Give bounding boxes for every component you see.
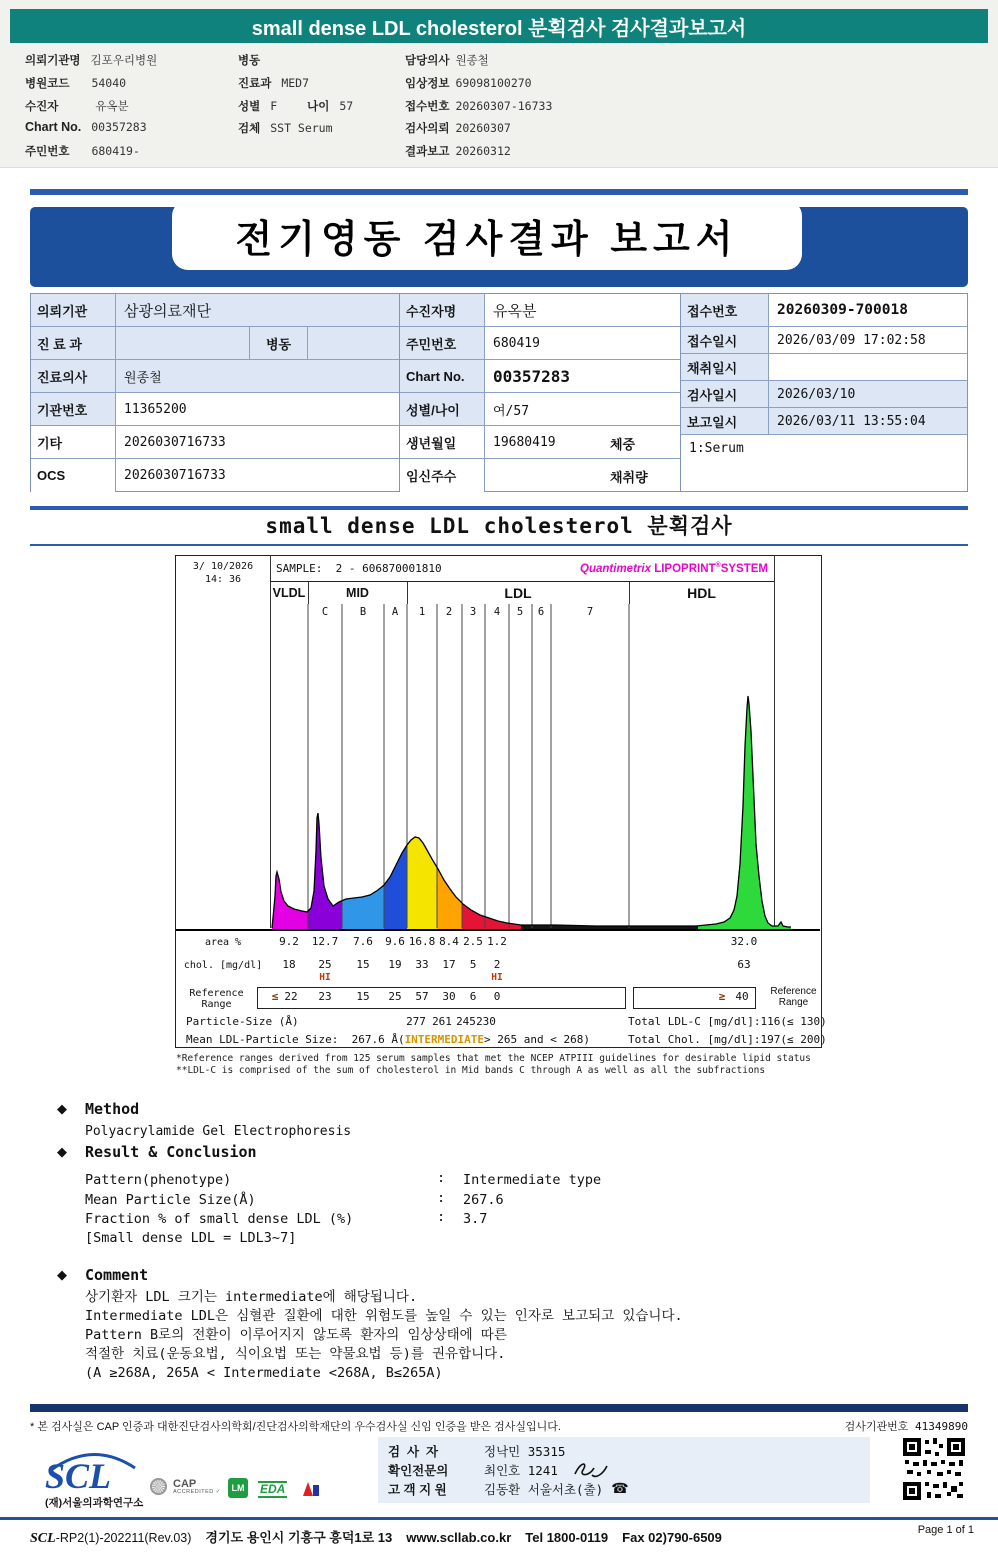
- table-row: 기타 2026030716733: [31, 426, 399, 459]
- field-order-date: 검사의뢰 20260307: [405, 121, 511, 135]
- comment-heading: Comment: [85, 1266, 149, 1284]
- cap-check-icon: ✓: [215, 1488, 221, 1495]
- field-patient: 수진자 유옥분: [25, 99, 129, 113]
- table-row: 수진자명 유옥분: [400, 294, 680, 327]
- top-header: [0, 0, 998, 168]
- report-title-bar: [10, 9, 988, 43]
- lab-tel: Tel 1800-0119: [525, 1530, 609, 1545]
- subband-5: 5: [516, 606, 524, 618]
- field-doctor: 담당의사 원종철: [405, 53, 489, 67]
- lipoprint-brand: Quantimetrix LIPOPRINT®SYSTEM: [580, 562, 768, 575]
- area-row-label: area %: [204, 937, 242, 948]
- sample-value: 2 - 606870001810: [335, 562, 442, 575]
- lab-report-page: small dense LDL cholesterol 분획검사 검사결과보고서 의뢰기관명 김포우리병원 병원코드 54040 수진자 유옥분 Chart No. 00357283 주민번호 680419- 병동 진료과 MED7 성별 F 나이 57 검체 SST Serum 담당의사 원종철 임상정보 69098100270 접수번호 20260307-16733 검사의뢰 20260307 결과보고 20260312 전기영동 검사결과 보고서 의뢰기관 삼광의료재단 진 료 과 병동 진료의사 원종철 기관번호 11365200 기타 2026030716733 OCS 2026030716733 수진자명 유옥분 주민번호 680419 Chart No. 00357283 성별/나이 여/57 생년월일 19680419 체중 임신주수 채취량 접수번호 20260309-700018 접수일시 2026/03/09 17:02:58 채취일시 검사일시 2026/03/10 보고일시 2026/03/11 13:55:04 1:Serum small dense LDL cholesterol 분획검사 3/ 10/2026 14: 36 SAMPLE: 2 - 606870001810 Quantimetrix LIPOPRINT®SYSTEM VLDL MID LDL HDL C B A 1 2 3 4 5 6 7 area % 9.2 12.7 7.6 9.6 16.8 8.4 2.5 1.2 32.0 chol. [mg/dl] 18 25 HI 15 19 33 17 5 2 HI 63 Reference Range ≤ 22 23 15 25 57 30 6 0 ≥ 40 Reference Range Particle-Size (Å) 277 261 245 230 Total LDL-C [mg/dl]: 116 (≤ 130) Mean LDL-Particle Size: 267.6 Å(INTERMEDIATE> 265 and < 268) Total Chol. [mg/dl]: 197 (≤ 200) *Reference ranges derived from 125 serum samples that met the NCEP ATPIII guidelines for desirable lipid status **LDL-C is comprised of the sum of cholesterol in Mid bands C through A as well as all the subfractions ◆ Method Polyacrylamide Gel Electrophoresis ◆ Result & Conclusion Pattern(phenotype) : Intermediate type Mean Particle Size(Å) : 267.6 Fraction % of small dense LDL (%) : 3.7 [Small dense LDL = LDL3~7] ◆ Comment 상기환자 LDL 크기는 intermediate에 해당됩니다. Intermediate LDL은 심혈관 질환에 대한 위험도를 높일 수 있는 인자로 보고되고 있습니다. Pattern B로의 전환이 이루어지지 않도록 환자의 임상상태에 따른 적절한 치료(운동요법, 식이요법 또는 약물요법 등)를 권유합니다. (A ≥268A, 265A < Intermediate <268A, B≤265A) * 본 검사실은 CAP 인증과 대한진단검사의학회/진단검사의학재단의 우수검사실 신임 인증을 받은 검사실입니다. 검사기관번호 41349890 SCL (재)서울의과학연구소 CAP ACCREDITED ✓ LM EDA 검 사 자 정낙민 35315 확인전문의 최인호 1241 고 객 지 원 김동환 서울서초(출) ☎ SCL-RP2(1)-202211(Rev.03) 경기도 용인시 기흥구 흥덕1로 13 www.scllab.co.kr Tel 1800-0119 Fax 02)790-6509 Page 1 of 1: [0, 0, 998, 1564]
- mean-particle-line: Mean LDL-Particle Size: 267.6 Å(INTERMEDIATE> 265 and < 268): [186, 1033, 591, 1046]
- hi-flag: HI: [491, 972, 503, 983]
- cap-seal-icon: [150, 1478, 167, 1495]
- electrophoresis-curve: [176, 604, 823, 930]
- lab-website: www.scllab.co.kr: [406, 1530, 512, 1545]
- subband-6: 6: [537, 606, 545, 618]
- field-sex-age: 성별 F 나이 57: [238, 99, 354, 113]
- band-label-hdl: HDL: [687, 585, 716, 601]
- method-body: Polyacrylamide Gel Electrophoresis: [85, 1124, 352, 1139]
- ref-row-label: Reference Range: [189, 988, 244, 1010]
- result-heading: Result & Conclusion: [85, 1143, 257, 1161]
- scl-logo: SCL (재)서울의과학연구소: [45, 1448, 143, 1510]
- table-row: 보고일시 2026/03/11 13:55:04: [681, 408, 967, 435]
- divider-line-top: [30, 189, 968, 195]
- staff-row-tester: 검 사 자 정낙민 35315: [388, 1443, 566, 1459]
- subband-1: 1: [418, 606, 426, 618]
- subband-2: 2: [445, 606, 453, 618]
- staff-row-specialist: 확인전문의 최인호 1241: [388, 1460, 860, 1479]
- chol-row-label: chol. [mg/dl]: [183, 960, 263, 971]
- total-chol-line: Total Chol. [mg/dl]: 197 (≤ 200): [628, 1033, 827, 1046]
- band-separator: [407, 582, 408, 604]
- lab-org-number: 검사기관번호 41349890: [844, 1420, 968, 1433]
- qr-code: [901, 1436, 967, 1502]
- chart-datetime: 3/ 10/2026 14: 36: [192, 561, 254, 585]
- cert-statement: * 본 검사실은 CAP 인증과 대한진단검사의학회/진단검사의학재단의 우수검사실 신임 인증을 받은 검사실입니다.: [30, 1421, 561, 1433]
- phone-icon: ☎: [611, 1480, 629, 1496]
- report-title: small dense LDL cholesterol 분획검사 검사결과보고서: [251, 17, 747, 40]
- bottom-info-line: SCL-RP2(1)-202211(Rev.03) 경기도 용인시 기흥구 흥덕1로 13 www.scllab.co.kr Tel 1800-0119 Fax 02)790-6509: [30, 1527, 722, 1547]
- banner-title: 전기영동 검사결과 보고서: [235, 218, 739, 261]
- table-row: 성별/나이 여/57: [400, 393, 680, 426]
- staff-box: [378, 1437, 870, 1503]
- band-label-vldl: VLDL: [272, 586, 306, 600]
- field-chart-no: Chart No. 00357283: [25, 120, 147, 134]
- field-accession-no: 접수번호 20260307-16733: [405, 99, 553, 113]
- field-clinical-info: 임상정보 69098100270: [405, 76, 532, 90]
- band-separator: [629, 582, 630, 604]
- chart-footnotes: *Reference ranges derived from 125 serum samples that met the NCEP ATPIII guidelines for desirable lipid status **LDL-C is comprised of the sum of cholesterol in Mid bands C through A as well as all the subfractions: [176, 1053, 811, 1076]
- diamond-icon: ◆: [57, 1101, 67, 1116]
- field-report-date: 결과보고 20260312: [405, 144, 511, 158]
- serum-note: 1:Serum: [689, 441, 744, 456]
- table-row: OCS 2026030716733: [31, 459, 399, 492]
- table-row: Chart No. 00357283: [400, 360, 680, 393]
- bottom-rule: [0, 1517, 998, 1520]
- comment-body: 상기환자 LDL 크기는 intermediate에 해당됩니다. Intermediate LDL은 심혈관 질환에 대한 위험도를 높일 수 있는 인자로 보고되고 있습니다. Pattern B로의 전환이 이루어지지 않도록 환자의 임상상태에 따른 적절한 치료(운동요법, 식이요법 또는 약물요법 등)를 권유합니다. (A ≥268A, 265A < Intermediate <268A, B≤265A): [85, 1289, 683, 1381]
- subband-c: C: [321, 606, 329, 618]
- subband-7: 7: [586, 606, 594, 618]
- banner-title-box: [172, 200, 802, 270]
- table-row: 진 료 과 병동: [31, 327, 399, 360]
- field-ward: 병동: [238, 55, 261, 67]
- band-separator: [308, 582, 309, 604]
- table-row: 접수일시 2026/03/09 17:02:58: [681, 327, 967, 354]
- table-row: 접수번호 20260309-700018: [681, 294, 967, 327]
- info-table-right: [680, 293, 968, 492]
- small-dense-note: [Small dense LDL = LDL3~7]: [85, 1230, 297, 1246]
- ref-side-label: Reference Range: [770, 986, 817, 1008]
- table-row: 검사일시 2026/03/10: [681, 381, 967, 408]
- diamond-icon: ◆: [57, 1144, 67, 1159]
- subband-4: 4: [493, 606, 501, 618]
- lab-address: 경기도 용인시 기흥구 흥덕1로 13: [205, 1530, 393, 1545]
- section-title: small dense LDL cholesterol 분획검사: [265, 514, 733, 538]
- method-heading: Method: [85, 1100, 140, 1118]
- diamond-icon: ◆: [57, 1267, 67, 1282]
- table-row: 채취일시: [681, 354, 967, 381]
- serum-note-row: [681, 435, 967, 489]
- subband-b: B: [359, 606, 367, 618]
- table-row: 진료의사 원종철: [31, 360, 399, 393]
- field-resident-no: 주민번호 680419-: [25, 144, 140, 158]
- particle-size-label: Particle-Size (Å): [186, 1015, 299, 1028]
- table-row: 주민번호 680419: [400, 327, 680, 360]
- lipoprint-chart: 3/ 10/2026 14: 36 SAMPLE: 2 - 606870001810 Quantimetrix LIPOPRINT®SYSTEM VLDL MID LDL HDL C B A 1 2 3 4 5 6 7 area % 9.2 12.7 7.6 9.6 16.8 8.4 2.5 1.2 32.0 chol. [mg/dl] 18 25 HI 15 19 33 17 5 2 HI 63 Reference Range ≤ 22 23 15 25 57 30 6 0 ≥ 40 Reference Range Particle-Size (Å) 277 261 245 230 Total LDL-C [mg/dl]: 116 (≤ 130) Mean LDL-Particle Size: 267.6 Å(INTERMEDIATE> 265 and < 268) Total Chol. [mg/dl]: 197 (≤ 200): [175, 555, 822, 1048]
- staff-row-support: 고 객 지 원 김동환 서울서초(출) ☎: [388, 1480, 629, 1497]
- field-requesting-org: 의뢰기관명 김포우리병원: [25, 53, 158, 67]
- lab-fax: Fax 02)790-6509: [622, 1530, 722, 1545]
- anab-cert-logo: [300, 1480, 322, 1500]
- field-hospital-code: 병원코드 54040: [25, 76, 127, 90]
- section-rule-bottom: [30, 544, 968, 546]
- footer-bar: [30, 1404, 968, 1412]
- table-row: 생년월일 19680419 체중: [400, 426, 680, 459]
- sample-label: SAMPLE:: [276, 562, 323, 575]
- table-row: 의뢰기관 삼광의료재단: [31, 294, 399, 327]
- table-row: 기관번호 11365200: [31, 393, 399, 426]
- signature-icon: [572, 1459, 610, 1481]
- info-table-mid: [399, 293, 681, 492]
- table-row: 임신주수 채취량: [400, 459, 680, 492]
- page-number: Page 1 of 1: [917, 1524, 974, 1536]
- hi-flag: HI: [319, 972, 331, 983]
- band-label-mid: MID: [346, 586, 369, 600]
- subband-a: A: [391, 606, 399, 618]
- sample-row: [270, 556, 774, 582]
- intermediate-highlight: INTERMEDIATE: [404, 1033, 485, 1046]
- field-department: 진료과 MED7: [238, 76, 310, 90]
- cap-accredited-logo: CAP ACCREDITED ✓: [150, 1478, 221, 1495]
- field-specimen: 검체 SST Serum: [238, 121, 333, 135]
- total-ldl-line: Total LDL-C [mg/dl]: 116 (≤ 130): [628, 1015, 827, 1028]
- info-table-left: [30, 293, 400, 492]
- curve-baseline: [176, 929, 820, 931]
- eda-cert-logo: EDA: [260, 1482, 286, 1496]
- ge-symbol: ≥: [718, 990, 726, 1003]
- band-label-ldl: LDL: [504, 585, 532, 601]
- subband-3: 3: [469, 606, 477, 618]
- lm-cert-logo: LM: [228, 1478, 248, 1498]
- le-symbol: ≤: [271, 990, 279, 1003]
